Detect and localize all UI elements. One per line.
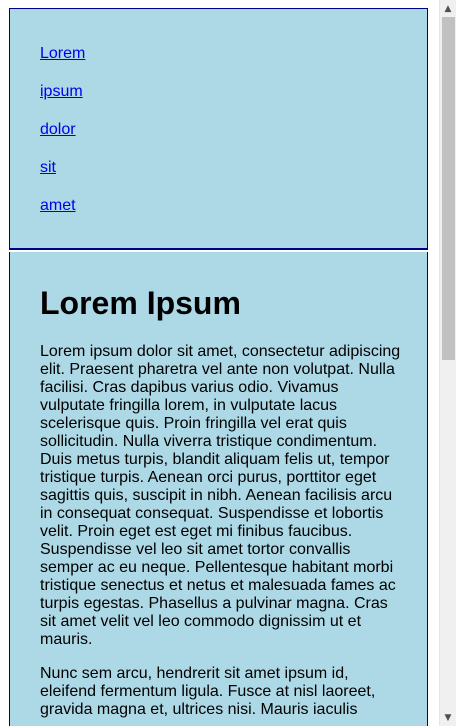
nav-link-dolor[interactable]: dolor (40, 121, 76, 138)
nav-link-lorem[interactable]: Lorem (40, 45, 86, 62)
body-paragraph: Lorem ipsum dolor sit amet, consectetur adipiscing elit. Praesent pharetra vel ante non volutpat. Nulla facilisi. Cras dapibus varius odio. Vivamus vulputate fringilla lorem, in vulputate lacus scelerisque quis. Proin fringilla vel erat quis sollicitudin. Nulla viverra tristique condimentum. Duis metus turpis, blandit aliquam felis ut, tempor tristique turpis. Aenean orci purus, porttitor eget sagittis quis, suscipit in nibh. Aenean facilisis arcu in consequat consequat. Suspendisse et lobortis velit. Proin eget est eget mi finibus faucibus. Suspendisse vel leo sit amet tortor convallis semper ac eu neque. Pellentesque habitant morbi tristique senectus et netus et malesuada fames ac turpis egestas. Phasellus a pulvinar magna. Cras sit amet velit vel leo commodo dignissim ut et mauris. (40, 343, 401, 648)
nav-list (40, 45, 85, 235)
body-paragraph: Nunc sem arcu, hendrerit sit amet ipsum id, eleifend fermentum ligula. Fusce at nisl laoreet, gravida magna et, ultrices nisi. Mauris iaculis (40, 665, 376, 718)
scroll-up-arrow-icon[interactable]: ▲ (444, 3, 452, 14)
nav-list-item (40, 159, 85, 197)
main-content-panel (9, 252, 428, 726)
nav-list-item (40, 45, 85, 83)
nav-link-amet[interactable]: amet (40, 197, 76, 214)
nav-list-item (40, 83, 85, 121)
nav-link-ipsum[interactable]: ipsum (40, 83, 83, 100)
nav-panel (9, 8, 428, 250)
vertical-scrollbar[interactable] (439, 0, 456, 726)
nav-list-item (40, 197, 85, 235)
nav-link-sit[interactable]: sit (40, 159, 56, 176)
scroll-down-arrow-icon[interactable]: ▼ (444, 712, 452, 723)
scrollbar-thumb[interactable] (442, 17, 455, 360)
nav-list-item (40, 121, 85, 159)
page-title: Lorem Ipsum (40, 285, 241, 321)
